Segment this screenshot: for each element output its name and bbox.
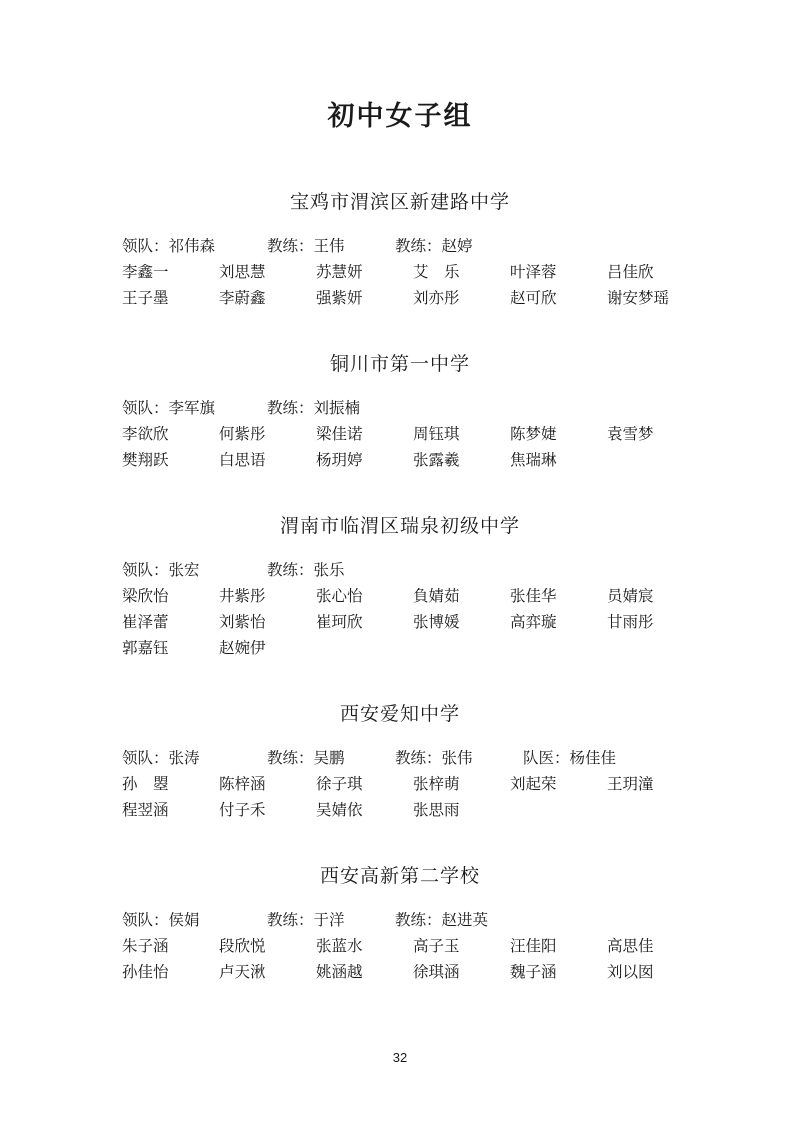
player-name: 张梓萌	[413, 775, 460, 793]
player-name: 徐子琪	[316, 775, 363, 793]
staff-member: 队医：杨佳佳	[523, 749, 617, 767]
staff-member: 教练：刘振楠	[267, 399, 361, 417]
player-name: 刘亦彤	[413, 289, 460, 307]
player-name: 李欲欣	[122, 425, 169, 443]
player-name: 梁佳诺	[316, 425, 363, 443]
staff-member: 教练：赵进英	[395, 911, 489, 929]
player-name: 汪佳阳	[510, 937, 557, 955]
player-name: 叶泽蓉	[510, 263, 557, 281]
staff-member: 教练：赵婷	[395, 237, 473, 255]
team-name: 渭南市临渭区瑞泉初级中学	[279, 515, 520, 537]
player-row	[122, 933, 722, 959]
player-name: 王玥潼	[607, 775, 654, 793]
player-name: 刘以囡	[607, 963, 654, 981]
player-name: 苏慧妍	[316, 263, 363, 281]
player-name: 杨玥婷	[316, 451, 363, 469]
player-name: 崔珂欣	[316, 613, 363, 631]
staff-row	[122, 557, 722, 583]
player-name: 高思佳	[607, 937, 654, 955]
player-name: 周钰琪	[413, 425, 460, 443]
player-row	[122, 797, 722, 823]
player-name: 吕佳欣	[607, 263, 654, 281]
player-name: 张博媛	[413, 613, 460, 631]
player-name: 张蓝水	[316, 937, 363, 955]
player-name: 张露羲	[413, 451, 460, 469]
team-name: 西安高新第二学校	[319, 865, 480, 887]
player-name: 张思雨	[413, 801, 460, 819]
player-name: 强紫妍	[316, 289, 363, 307]
team-section	[122, 700, 722, 823]
team-section	[122, 350, 722, 473]
player-name: 高弈璇	[510, 613, 557, 631]
team-name: 铜川市第一中学	[329, 353, 470, 375]
staff-member: 教练：吴鹏	[267, 749, 345, 767]
player-name: 赵婉伊	[219, 639, 266, 657]
page-title: 初中女子组	[327, 101, 473, 132]
player-name: 甘雨彤	[607, 613, 654, 631]
player-name: 袁雪梦	[607, 425, 654, 443]
player-name: 卢天湫	[219, 963, 266, 981]
staff-row	[122, 745, 722, 771]
player-name: 段欣悦	[219, 937, 266, 955]
player-row	[122, 771, 722, 797]
player-row	[122, 259, 722, 285]
player-name: 徐琪涵	[413, 963, 460, 981]
player-name: 姚涵越	[316, 963, 363, 981]
player-name: 負婧茹	[413, 587, 460, 605]
player-row	[122, 635, 722, 661]
player-row	[122, 609, 722, 635]
player-name: 赵可欣	[510, 289, 557, 307]
player-name: 孙佳怡	[122, 963, 169, 981]
player-row	[122, 959, 722, 985]
player-name: 张佳华	[510, 587, 557, 605]
player-name: 谢安梦瑶	[607, 289, 670, 307]
staff-member: 领队：侯娟	[122, 911, 200, 929]
player-name: 陈梓涵	[219, 775, 266, 793]
staff-member: 领队：张涛	[122, 749, 200, 767]
player-name: 高子玉	[413, 937, 460, 955]
staff-member: 领队：李军旗	[122, 399, 216, 417]
staff-member: 教练：王伟	[267, 237, 345, 255]
team-section	[122, 862, 722, 985]
player-row	[122, 421, 722, 447]
player-name: 樊翔跃	[122, 451, 169, 469]
player-name: 梁欣怡	[122, 587, 169, 605]
team-name: 西安爱知中学	[339, 703, 460, 725]
player-name: 程翌涵	[122, 801, 169, 819]
player-name: 刘起荣	[510, 775, 557, 793]
team-name: 宝鸡市渭滨区新建路中学	[289, 191, 510, 213]
player-name: 张心怡	[316, 587, 363, 605]
player-name: 焦瑞琳	[510, 451, 557, 469]
staff-row	[122, 395, 722, 421]
player-name: 刘思慧	[219, 263, 266, 281]
staff-member: 教练：于洋	[267, 911, 345, 929]
staff-member: 领队：祁伟森	[122, 237, 216, 255]
player-name: 白思语	[219, 451, 266, 469]
player-name: 朱子涵	[122, 937, 169, 955]
player-name: 刘紫怡	[219, 613, 266, 631]
player-name: 何紫彤	[219, 425, 266, 443]
player-name: 员婧宸	[607, 587, 654, 605]
player-name: 付子禾	[219, 801, 266, 819]
player-name: 陈梦婕	[510, 425, 557, 443]
player-name: 孙 曌	[122, 775, 169, 793]
player-name: 李鑫一	[122, 263, 169, 281]
player-row	[122, 285, 722, 311]
staff-member: 领队：张宏	[122, 561, 200, 579]
player-name: 吴婧依	[316, 801, 363, 819]
staff-row	[122, 233, 722, 259]
team-section	[122, 188, 722, 311]
player-row	[122, 583, 722, 609]
staff-row	[122, 907, 722, 933]
team-section	[122, 512, 722, 661]
player-name: 崔泽蕾	[122, 613, 169, 631]
staff-member: 教练：张伟	[395, 749, 473, 767]
player-name: 井紫彤	[219, 587, 266, 605]
staff-member: 教练：张乐	[267, 561, 345, 579]
player-name: 王子墨	[122, 289, 169, 307]
player-name: 郭嘉钰	[122, 639, 169, 657]
player-row	[122, 447, 722, 473]
player-name: 艾 乐	[413, 263, 460, 281]
player-name: 李蔚鑫	[219, 289, 266, 307]
player-name: 魏子涵	[510, 963, 557, 981]
page-number: 32	[392, 1050, 408, 1065]
